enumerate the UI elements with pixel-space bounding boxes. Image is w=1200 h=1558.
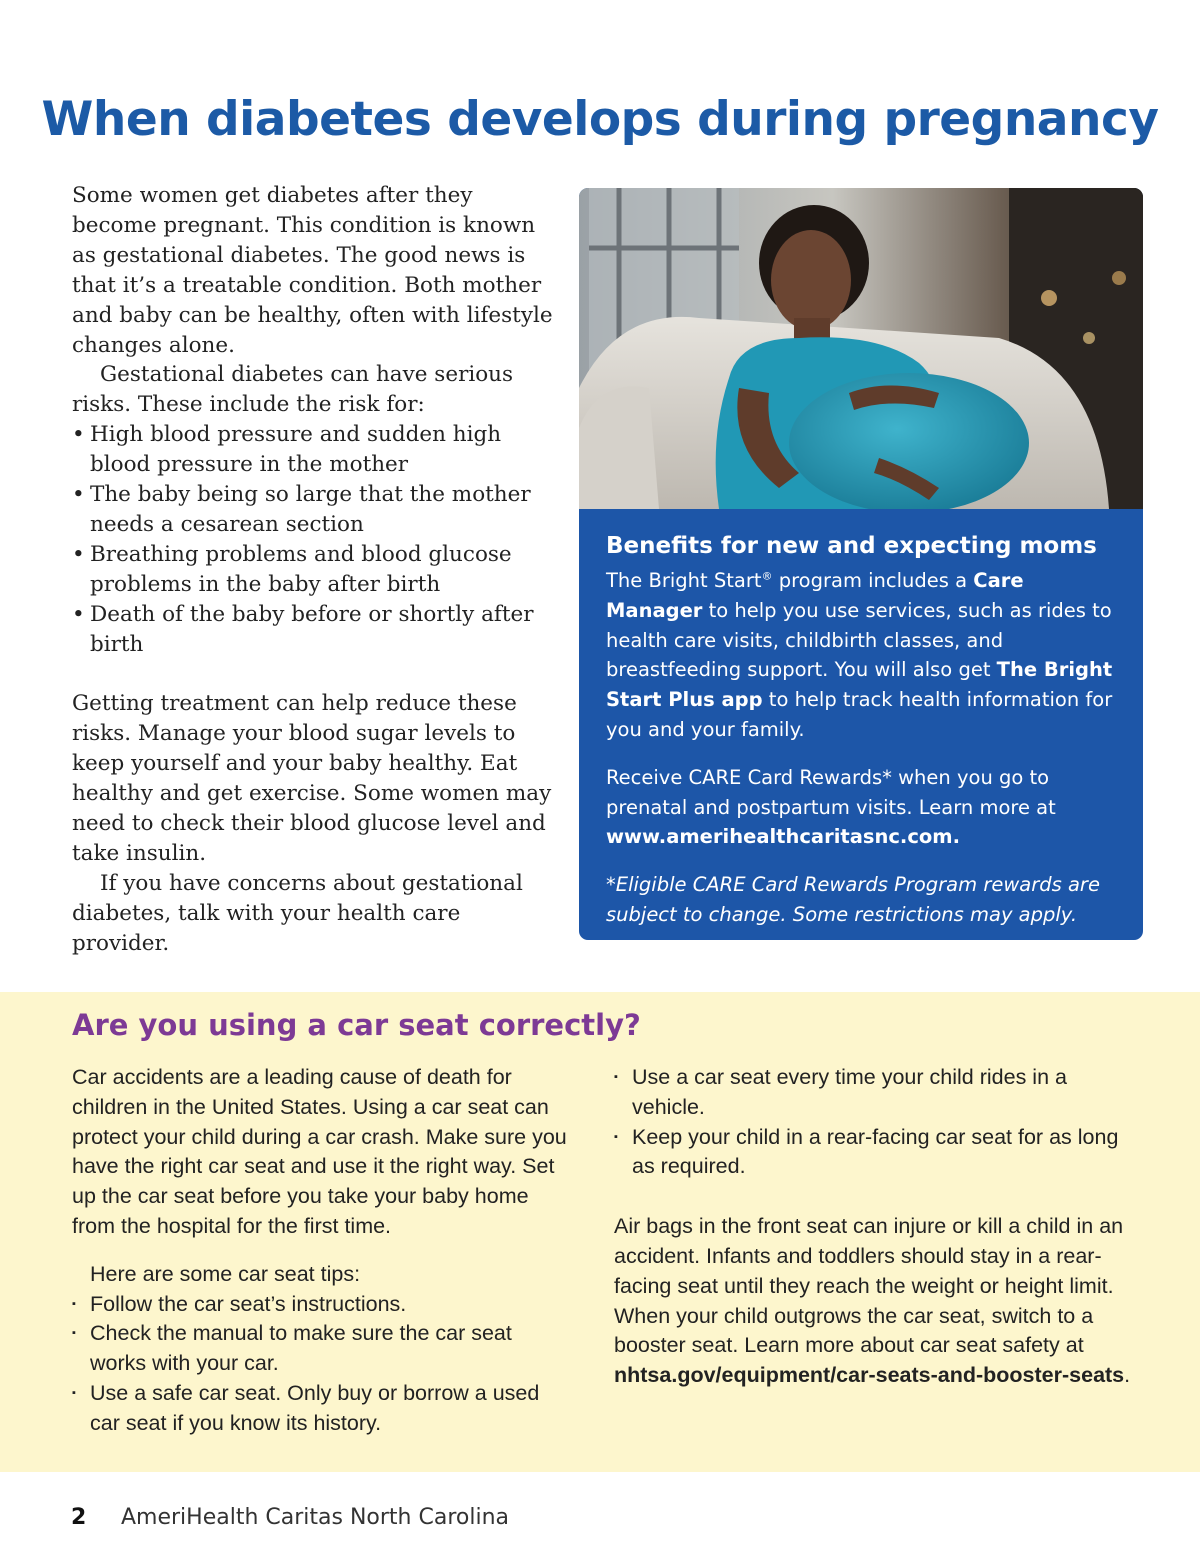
list-item: • The baby being so large that the mother needs a cesarean section xyxy=(72,480,562,540)
risks-intro-paragraph: Gestational diabetes can have serious risks. These include the risk for: xyxy=(72,362,514,418)
car-seat-title: Are you using a car seat correctly? xyxy=(72,1008,641,1042)
nhtsa-link[interactable]: nhtsa.gov/equipment/car-seats-and-booster-seats xyxy=(614,1363,1125,1388)
treatment-paragraph: Getting treatment can help reduce these risks. Manage your blood sugar levels to keep yourself and your baby healthy. Eat healthy and get exercise. Some women may need to check their blood glucose level and take insulin. xyxy=(72,691,552,866)
website-link[interactable]: www.amerihealthcaritasnc.com. xyxy=(606,825,960,849)
list-item: ▪ Follow the car seat’s instructions. xyxy=(72,1290,572,1320)
page-title: When diabetes develops during pregnancy xyxy=(41,92,1159,147)
list-item: • Death of the baby before or shortly after birth xyxy=(72,600,562,660)
list-item: • High blood pressure and sudden high blood pressure in the mother xyxy=(72,420,562,480)
list-item: ▪ Keep your child in a rear-facing car seat for as long as required. xyxy=(614,1123,1144,1183)
list-item: ▪ Check the manual to make sure the car seat works with your car. xyxy=(72,1319,572,1379)
app-name-label: The Bright Start Plus app xyxy=(606,658,1113,712)
benefits-content xyxy=(606,530,1126,930)
car-seat-right-column xyxy=(614,1063,1144,1391)
car-seat-intro: Car accidents are a leading cause of death for children in the United States. Using a car seat can protect your child during a car crash. Make sure you have the right car seat and use it the right way. Set up the car seat before you take your baby home from the hospital for the first time. xyxy=(72,1065,567,1238)
rewards-disclaimer: *Eligible CARE Card Rewards Program rewards are subject to change. Some restrictions may apply. xyxy=(606,873,1100,926)
tips-list xyxy=(72,1290,572,1439)
intro-paragraph: Some women get diabetes after they become pregnant. This condition is known as gestational diabetes. The good news is that it’s a treatable condition. Both mother and baby can be healthy, often with lifestyle changes alone. xyxy=(72,183,553,358)
page-number: 2 xyxy=(71,1505,87,1530)
risks-list xyxy=(72,420,562,659)
car-seat-left-column xyxy=(72,1063,572,1439)
tips-list-continued xyxy=(614,1063,1144,1182)
footer-organization: AmeriHealth Caritas North Carolina xyxy=(121,1505,510,1530)
benefits-card xyxy=(579,188,1143,940)
care-manager-label: Care Manager xyxy=(606,569,1024,622)
article-body xyxy=(72,181,562,959)
list-item: • Breathing problems and blood glucose problems in the baby after birth xyxy=(72,540,562,600)
tips-intro: Here are some car seat tips: xyxy=(90,1261,361,1286)
benefits-title: Benefits for new and expecting moms xyxy=(606,533,1097,559)
airbags-paragraph: Air bags in the front seat can injure or kill a child in an accident. Infants and toddlers should stay in a rear-facing seat until they reach the weight or height limit. When your child outgrows the car seat, switch to a booster seat. Learn more about car seat safety at nhtsa.gov/equipment/car-seats-and-booster-seats. xyxy=(614,1214,1131,1388)
rewards-paragraph: Receive CARE Card Rewards* when you go to prenatal and postpartum visits. Learn more at www.amerihealthcaritasnc.com. xyxy=(606,765,1056,849)
concerns-paragraph: If you have concerns about gestational diabetes, talk with your health care provider. xyxy=(72,870,523,956)
benefits-paragraph: The Bright Start® program includes a Care Manager to help you use services, such as rides to health care visits, childbirth classes, and breastfeeding support. You will also get The Bright Start Plus app to help track health information for you and your family. xyxy=(606,569,1113,741)
list-item: ▪ Use a safe car seat. Only buy or borrow a used car seat if you know its history. xyxy=(72,1379,572,1439)
list-item: ▪ Use a car seat every time your child rides in a vehicle. xyxy=(614,1063,1144,1123)
pregnant-woman-photo xyxy=(579,188,1143,509)
